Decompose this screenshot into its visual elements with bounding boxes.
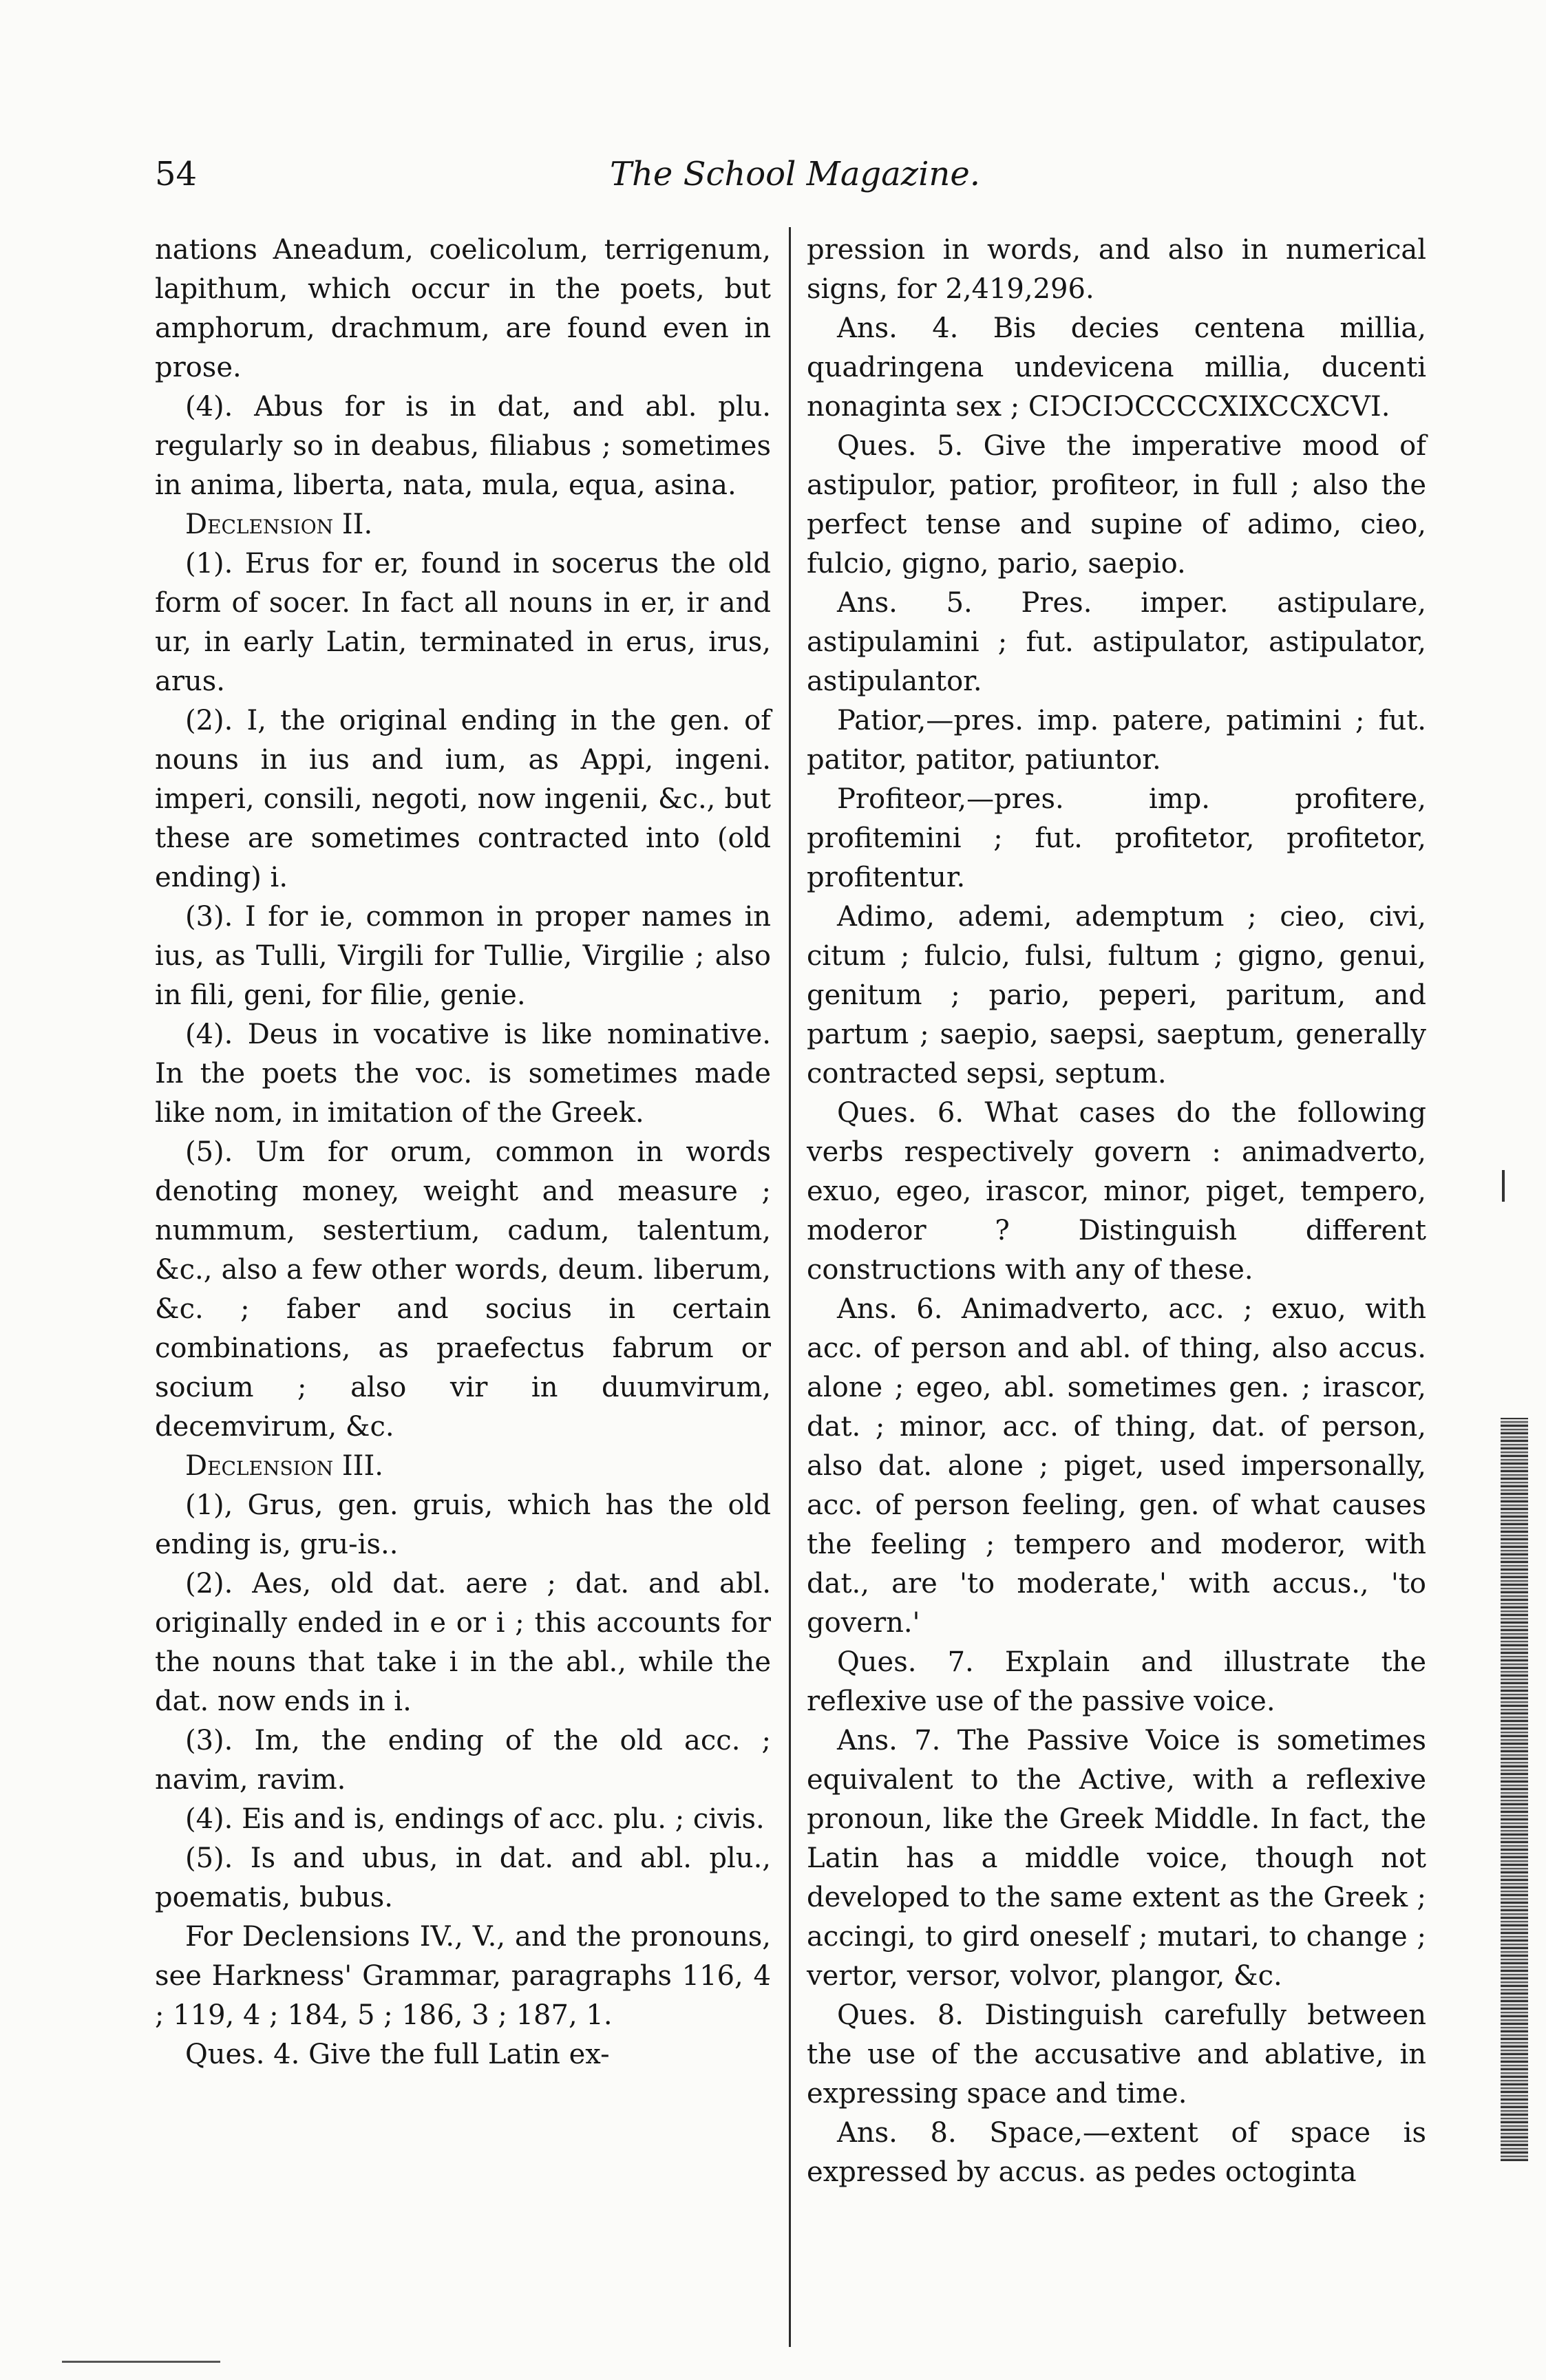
column-divider: [789, 227, 791, 2347]
paragraph: (3). I for ie, common in proper names in ius, as Tulli, Virgili for Tullie, Virgilie ; also in fili, geni, for filie, genie.: [155, 901, 771, 1011]
left-column: [155, 231, 771, 2074]
answer: Ans. 6. Animadverto, acc. ; exuo, with acc. of person and abl. of thing, also accus. alone ; egeo, abl. sometimes gen. ; irascor, dat. ; minor, acc. of thing, dat. of person, also dat. alone ; piget, used impersonally, acc. of person feeling, gen. of what causes the feeling ; tempero and moderor, with dat., are 'to moderate,' with accus., 'to govern.': [807, 1293, 1426, 1639]
answer: Ans. 4. Bis decies centena millia, quadringena undevicena millia, ducenti nonaginta sex ; CIↃCIↃCCCCXIXCCXCVI.: [807, 312, 1426, 423]
question: Ques. 4. Give the full Latin ex-: [185, 2039, 610, 2070]
paragraph: Adimo, ademi, ademptum ; cieo, civi, citum ; fulcio, fulsi, fultum ; gigno, genui, genitum ; pario, peperi, paritum, and partum ; saepio, saepsi, saeptum, generally contracted sepsi, septum.: [807, 901, 1426, 1090]
paragraph: (4). Eis and is, endings of acc. plu. ; civis.: [185, 1803, 765, 1835]
page-header: [155, 155, 1435, 203]
paragraph: (2). I, the original ending in the gen. of nouns in ius and ium, as Appi, ingeni. imperi, consili, negoti, now ingenii, &c., but these are sometimes contracted into (old ending) i.: [155, 705, 771, 893]
answer: Ans. 7. The Passive Voice is sometimes equivalent to the Active, with a reflexive pronoun, like the Greek Middle. In fact, the Latin has a middle voice, though not developed to the same extent as the Greek ; accingi, to gird oneself ; mutari, to change ; vertor, versor, volvor, plangor, &c.: [807, 1725, 1426, 1992]
right-column: [807, 231, 1426, 2192]
paragraph: (5). Is and ubus, in dat. and abl. plu., poematis, bubus.: [155, 1842, 771, 1913]
question: Ques. 8. Distinguish carefully between the use of the accusative and ablative, in expressing space and time.: [807, 1999, 1426, 2110]
paragraph: (4). Abus for is in dat, and abl. plu. regularly so in deabus, filiabus ; sometimes in anima, liberta, nata, mula, equa, asina.: [155, 391, 771, 501]
answer: Ans. 5. Pres. imper. astipulare, astipulamini ; fut. astipulator, astipulator, astipulantor.: [807, 587, 1426, 697]
paragraph: (5). Um for orum, common in words denoting money, weight and measure ; nummum, sestertium, cadum, talentum, &c., also a few other words, deum. liberum, &c. ; faber and socius in certain combinations, as praefectus fabrum or socium ; also vir in duumvirum, decemvirum, &c.: [155, 1136, 771, 1443]
question: Ques. 7. Explain and illustrate the reflexive use of the passive voice.: [807, 1646, 1426, 1717]
paragraph: (3). Im, the ending of the old acc. ; navim, ravim.: [155, 1725, 771, 1796]
section-heading: Declension II.: [185, 509, 373, 540]
paragraph: Patior,—pres. imp. patere, patimini ; fut. patitor, patitor, patiuntor.: [807, 705, 1426, 776]
paragraph: (2). Aes, old dat. aere ; dat. and abl. originally ended in e or i ; this accounts for the nouns that take i in the abl., while the dat. now ends in i.: [155, 1568, 771, 1717]
question: Ques. 5. Give the imperative mood of astipulor, patior, profiteor, in full ; also the perfect tense and supine of adimo, cieo, fulcio, gigno, pario, saepio.: [807, 430, 1426, 580]
paragraph: Profiteor,—pres. imp. profitere, profitemini ; fut. profitetor, profitetor, profitentur.: [807, 783, 1426, 893]
paragraph: (1), Grus, gen. gruis, which has the old ending is, gru-is..: [155, 1489, 771, 1560]
paragraph: For Declensions IV., V., and the pronouns, see Harkness' Grammar, paragraphs 116, 4 ; 119, 4 ; 184, 5 ; 186, 3 ; 187, 1.: [155, 1921, 771, 2031]
footer-rule: [62, 2361, 220, 2363]
paragraph: nations Aneadum, coelicolum, terrigenum, lapithum, which occur in the poets, but amphorum, drachmum, are found even in prose.: [155, 234, 771, 383]
running-title: The School Magazine.: [609, 155, 980, 193]
paragraph: (4). Deus in vocative is like nominative. In the poets the voc. is sometimes made like nom, in imitation of the Greek.: [155, 1019, 771, 1129]
section-heading: Declension III.: [185, 1450, 383, 1482]
answer: Ans. 8. Space,—extent of space is expressed by accus. as pedes octoginta: [807, 2117, 1426, 2188]
page-edge-scan-artifact: [1501, 1418, 1528, 2161]
page-number: 54: [155, 155, 198, 193]
paragraph: (1). Erus for er, found in socerus the old form of socer. In fact all nouns in er, ir and ur, in early Latin, terminated in erus, irus, arus.: [155, 548, 771, 697]
question: Ques. 6. What cases do the following verbs respectively govern : animadverto, exuo, egeo, irascor, minor, piget, tempero, moderor ? Distinguish different constructions with any of these.: [807, 1097, 1426, 1286]
paragraph: pression in words, and also in numerical signs, for 2,419,296.: [807, 234, 1426, 305]
margin-mark: [1502, 1170, 1505, 1202]
